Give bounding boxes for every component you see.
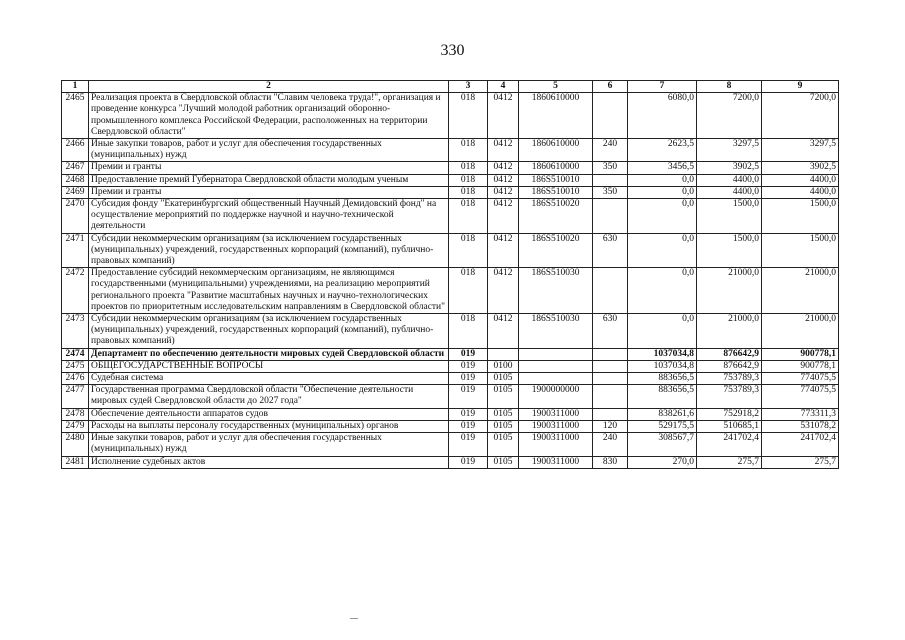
table-row bbox=[62, 162, 839, 174]
column-header: 2 bbox=[89, 81, 449, 93]
row-description: Государственная программа Свердловской области "Обеспечение деятельности мировых судей Свердловской области до 2027 года" bbox=[89, 385, 449, 408]
amount-col8: 4400,0 bbox=[697, 186, 762, 198]
row-description: Исполнение судебных актов bbox=[89, 456, 449, 468]
target-article-code: 1860610000 bbox=[519, 139, 593, 162]
amount-col9: 3902,5 bbox=[762, 162, 839, 174]
table-row bbox=[62, 433, 839, 456]
amount-col9: 3297,5 bbox=[762, 139, 839, 162]
budget-table bbox=[61, 80, 839, 469]
table-row bbox=[62, 360, 839, 372]
amount-col7: 838261,6 bbox=[628, 408, 697, 420]
section-code: 0100 bbox=[488, 360, 519, 372]
target-article-code: 1860610000 bbox=[519, 162, 593, 174]
amount-col7: 0,0 bbox=[628, 199, 697, 234]
row-description: Иные закупки товаров, работ и услуг для обеспечения государственных (муниципальных) нужд bbox=[89, 433, 449, 456]
table-row bbox=[62, 199, 839, 234]
ministry-code: 019 bbox=[449, 456, 488, 468]
ministry-code: 019 bbox=[449, 433, 488, 456]
expense-type-code bbox=[593, 408, 628, 420]
expense-type-code: 350 bbox=[593, 162, 628, 174]
row-description: Субсидии некоммерческим организациям (за исключением государственных (муниципальных) учреждений, государственных корпораций (компаний), публично-правовых компаний) bbox=[89, 314, 449, 349]
amount-col9: 4400,0 bbox=[762, 186, 839, 198]
section-code: 0412 bbox=[488, 174, 519, 186]
expense-type-code: 240 bbox=[593, 139, 628, 162]
table-row bbox=[62, 456, 839, 468]
table-row bbox=[62, 314, 839, 349]
amount-col7: 0,0 bbox=[628, 268, 697, 314]
amount-col9: 7200,0 bbox=[762, 93, 839, 139]
amount-col8: 876642,9 bbox=[697, 348, 762, 360]
table-row bbox=[62, 420, 839, 432]
target-article-code: 1900311000 bbox=[519, 456, 593, 468]
row-description: Судебная система bbox=[89, 373, 449, 385]
row-description: Реализация проекта в Свердловской области "Славим человека труда!", организация и проведение конкурса "Лучший молодой работник организаций оборонно-промышленного комплекса Российской Федерации, расположенных на территории Свердловской области" bbox=[89, 93, 449, 139]
row-number: 2467 bbox=[62, 162, 89, 174]
target-article-code: 186S510010 bbox=[519, 186, 593, 198]
table-row bbox=[62, 186, 839, 198]
amount-col8: 753789,3 bbox=[697, 373, 762, 385]
amount-col7: 1037034,8 bbox=[628, 348, 697, 360]
row-number: 2470 bbox=[62, 199, 89, 234]
amount-col7: 883656,5 bbox=[628, 385, 697, 408]
column-header: 1 bbox=[62, 81, 89, 93]
amount-col7: 0,0 bbox=[628, 186, 697, 198]
amount-col9: 1500,0 bbox=[762, 233, 839, 268]
table-row bbox=[62, 139, 839, 162]
row-number: 2468 bbox=[62, 174, 89, 186]
target-article-code: 1900311000 bbox=[519, 433, 593, 456]
amount-col7: 270,0 bbox=[628, 456, 697, 468]
amount-col9: 773311,3 bbox=[762, 408, 839, 420]
row-number: 2480 bbox=[62, 433, 89, 456]
row-description: Обеспечение деятельности аппаратов судов bbox=[89, 408, 449, 420]
section-code: 0105 bbox=[488, 385, 519, 408]
section-code: 0412 bbox=[488, 314, 519, 349]
row-number: 2473 bbox=[62, 314, 89, 349]
amount-col9: 21000,0 bbox=[762, 314, 839, 349]
row-number: 2472 bbox=[62, 268, 89, 314]
row-description: Премии и гранты bbox=[89, 186, 449, 198]
expense-type-code bbox=[593, 268, 628, 314]
section-code: 0412 bbox=[488, 268, 519, 314]
page-number: 330 bbox=[440, 42, 465, 59]
row-number: 2478 bbox=[62, 408, 89, 420]
target-article-code: 186S510030 bbox=[519, 314, 593, 349]
row-description: Предоставление премий Губернатора Свердловской области молодым ученым bbox=[89, 174, 449, 186]
amount-col8: 3902,5 bbox=[697, 162, 762, 174]
ministry-code: 019 bbox=[449, 408, 488, 420]
amount-col8: 1500,0 bbox=[697, 233, 762, 268]
ministry-code: 018 bbox=[449, 162, 488, 174]
ministry-code: 018 bbox=[449, 174, 488, 186]
row-number: 2474 bbox=[62, 348, 89, 360]
ministry-code: 018 bbox=[449, 186, 488, 198]
expense-type-code: 120 bbox=[593, 420, 628, 432]
section-code: 0412 bbox=[488, 93, 519, 139]
amount-col7: 0,0 bbox=[628, 174, 697, 186]
row-description: Субсидии некоммерческим организациям (за исключением государственных (муниципальных) учреждений, государственных корпораций (компаний), публично-правовых компаний) bbox=[89, 233, 449, 268]
table-row bbox=[62, 268, 839, 314]
amount-col8: 275,7 bbox=[697, 456, 762, 468]
amount-col9: 900778,1 bbox=[762, 360, 839, 372]
target-article-code: 186S510010 bbox=[519, 174, 593, 186]
amount-col9: 774075,5 bbox=[762, 385, 839, 408]
expense-type-code bbox=[593, 199, 628, 234]
amount-col8: 3297,5 bbox=[697, 139, 762, 162]
ministry-code: 019 bbox=[449, 385, 488, 408]
amount-col8: 241702,4 bbox=[697, 433, 762, 456]
target-article-code: 1900311000 bbox=[519, 420, 593, 432]
table-row bbox=[62, 233, 839, 268]
target-article-code: 1860610000 bbox=[519, 93, 593, 139]
section-code: 0105 bbox=[488, 456, 519, 468]
amount-col8: 7200,0 bbox=[697, 93, 762, 139]
amount-col9: 531078,2 bbox=[762, 420, 839, 432]
amount-col8: 753789,3 bbox=[697, 385, 762, 408]
row-description: ОБЩЕГОСУДАРСТВЕННЫЕ ВОПРОСЫ bbox=[89, 360, 449, 372]
amount-col7: 3456,5 bbox=[628, 162, 697, 174]
column-header: 6 bbox=[593, 81, 628, 93]
amount-col9: 4400,0 bbox=[762, 174, 839, 186]
expense-type-code bbox=[593, 373, 628, 385]
expense-type-code: 350 bbox=[593, 186, 628, 198]
expense-type-code: 240 bbox=[593, 433, 628, 456]
column-header: 8 bbox=[697, 81, 762, 93]
ministry-code: 018 bbox=[449, 199, 488, 234]
expense-type-code bbox=[593, 385, 628, 408]
table-row bbox=[62, 408, 839, 420]
target-article-code: 186S510020 bbox=[519, 233, 593, 268]
amount-col9: 774075,5 bbox=[762, 373, 839, 385]
row-number: 2479 bbox=[62, 420, 89, 432]
target-article-code bbox=[519, 360, 593, 372]
row-description: Премии и гранты bbox=[89, 162, 449, 174]
amount-col7: 308567,7 bbox=[628, 433, 697, 456]
section-code: 0412 bbox=[488, 162, 519, 174]
amount-col8: 21000,0 bbox=[697, 314, 762, 349]
row-description: Иные закупки товаров, работ и услуг для обеспечения государственных (муниципальных) нужд bbox=[89, 139, 449, 162]
row-number: 2469 bbox=[62, 186, 89, 198]
ministry-code: 019 bbox=[449, 420, 488, 432]
expense-type-code: 630 bbox=[593, 233, 628, 268]
ministry-code: 019 bbox=[449, 348, 488, 360]
ministry-code: 018 bbox=[449, 233, 488, 268]
section-code: 0412 bbox=[488, 233, 519, 268]
expense-type-code bbox=[593, 360, 628, 372]
row-number: 2465 bbox=[62, 93, 89, 139]
section-code: 0105 bbox=[488, 408, 519, 420]
ministry-code: 019 bbox=[449, 373, 488, 385]
target-article-code bbox=[519, 348, 593, 360]
target-article-code: 1900311000 bbox=[519, 408, 593, 420]
target-article-code: 1900000000 bbox=[519, 385, 593, 408]
section-code: 0412 bbox=[488, 186, 519, 198]
amount-col8: 1500,0 bbox=[697, 199, 762, 234]
section-code: 0105 bbox=[488, 433, 519, 456]
column-header: 4 bbox=[488, 81, 519, 93]
column-header: 3 bbox=[449, 81, 488, 93]
amount-col8: 21000,0 bbox=[697, 268, 762, 314]
amount-col9: 1500,0 bbox=[762, 199, 839, 234]
table-row bbox=[62, 373, 839, 385]
table-body bbox=[62, 93, 839, 469]
table-row bbox=[62, 385, 839, 408]
column-header: 9 bbox=[762, 81, 839, 93]
ministry-code: 019 bbox=[449, 360, 488, 372]
table-header-row bbox=[62, 81, 839, 93]
ministry-code: 018 bbox=[449, 139, 488, 162]
row-description: Субсидия фонду "Екатеринбургский общественный Научный Демидовский фонд" на осуществление мероприятий по поддержке научной и научно-технической деятельности bbox=[89, 199, 449, 234]
expense-type-code bbox=[593, 174, 628, 186]
table-row bbox=[62, 93, 839, 139]
row-number: 2476 bbox=[62, 373, 89, 385]
expense-type-code: 630 bbox=[593, 314, 628, 349]
amount-col7: 6080,0 bbox=[628, 93, 697, 139]
amount-col9: 21000,0 bbox=[762, 268, 839, 314]
ministry-code: 018 bbox=[449, 314, 488, 349]
amount-col8: 752918,2 bbox=[697, 408, 762, 420]
section-code: 0412 bbox=[488, 139, 519, 162]
expense-type-code bbox=[593, 348, 628, 360]
column-header: 5 bbox=[519, 81, 593, 93]
amount-col7: 529175,5 bbox=[628, 420, 697, 432]
amount-col9: 241702,4 bbox=[762, 433, 839, 456]
amount-col8: 4400,0 bbox=[697, 174, 762, 186]
expense-type-code: 830 bbox=[593, 456, 628, 468]
section-code bbox=[488, 348, 519, 360]
row-number: 2481 bbox=[62, 456, 89, 468]
row-description: Расходы на выплаты персоналу государственных (муниципальных) органов bbox=[89, 420, 449, 432]
row-description: Предоставление субсидий некоммерческим организациям, не являющимся государственными (муниципальными) учреждениями, на реализацию мероприятий регионального проекта "Развитие масштабных научных и научно-технологических проектов по приоритетным исследовательским направлениям в Свердловской области" bbox=[89, 268, 449, 314]
amount-col7: 0,0 bbox=[628, 233, 697, 268]
table-row bbox=[62, 348, 839, 360]
ministry-code: 018 bbox=[449, 93, 488, 139]
amount-col7: 1037034,8 bbox=[628, 360, 697, 372]
expense-type-code bbox=[593, 93, 628, 139]
scan-artifact bbox=[350, 618, 358, 619]
amount-col8: 510685,1 bbox=[697, 420, 762, 432]
ministry-code: 018 bbox=[449, 268, 488, 314]
row-description: Департамент по обеспечению деятельности мировых судей Свердловской области bbox=[89, 348, 449, 360]
amount-col8: 876642,9 bbox=[697, 360, 762, 372]
target-article-code: 186S510020 bbox=[519, 199, 593, 234]
target-article-code bbox=[519, 373, 593, 385]
amount-col7: 0,0 bbox=[628, 314, 697, 349]
target-article-code: 186S510030 bbox=[519, 268, 593, 314]
section-code: 0412 bbox=[488, 199, 519, 234]
amount-col9: 900778,1 bbox=[762, 348, 839, 360]
row-number: 2466 bbox=[62, 139, 89, 162]
row-number: 2471 bbox=[62, 233, 89, 268]
amount-col7: 883656,5 bbox=[628, 373, 697, 385]
amount-col7: 2623,5 bbox=[628, 139, 697, 162]
column-header: 7 bbox=[628, 81, 697, 93]
amount-col9: 275,7 bbox=[762, 456, 839, 468]
row-number: 2477 bbox=[62, 385, 89, 408]
section-code: 0105 bbox=[488, 373, 519, 385]
row-number: 2475 bbox=[62, 360, 89, 372]
section-code: 0105 bbox=[488, 420, 519, 432]
table-row bbox=[62, 174, 839, 186]
